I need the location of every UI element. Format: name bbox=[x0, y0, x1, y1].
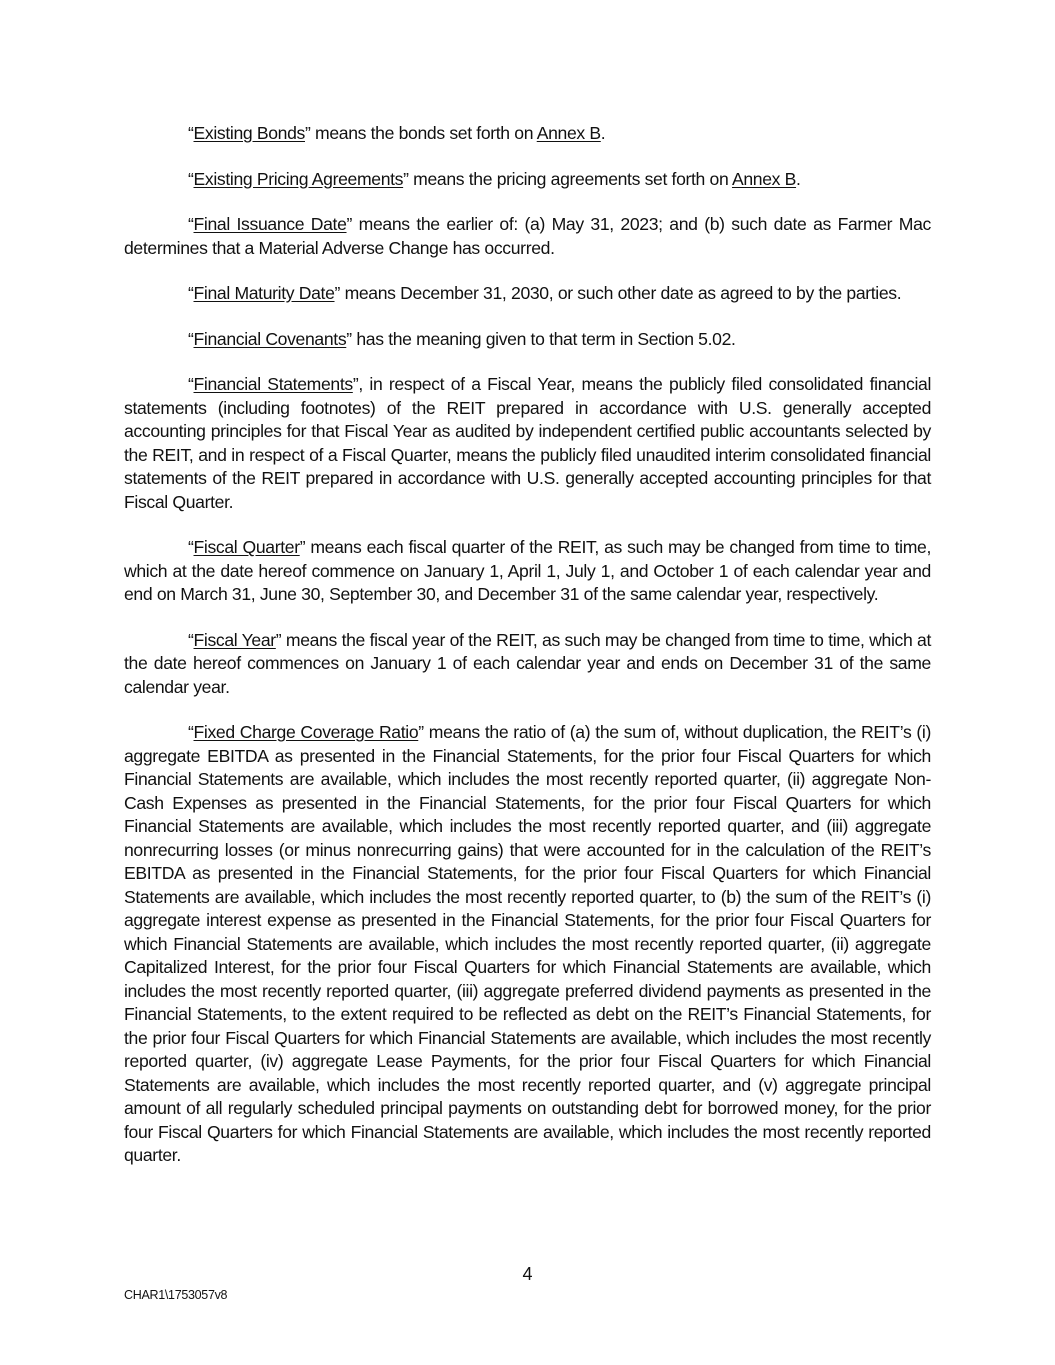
close-quote: ” bbox=[346, 214, 353, 234]
definition-existing-bonds bbox=[124, 122, 931, 146]
defined-term: Fiscal Year bbox=[193, 629, 276, 650]
open-quote: “ bbox=[188, 328, 194, 349]
definition-text: means the bonds set forth on bbox=[310, 123, 537, 143]
defined-term: Final Maturity Date bbox=[193, 283, 335, 303]
definition-financial-statements bbox=[124, 373, 931, 514]
close-quote: ” bbox=[299, 537, 306, 557]
definition-text: means each fiscal quarter of the REIT, as such may be changed from time to time, which at the date hereof commence on January 1, April 1, July 1, and October 1 of each calendar year and end on March 31, June 30, September 30, and December 31 of the same calendar year, respectively. bbox=[124, 537, 931, 604]
definition-existing-pricing-agreements bbox=[124, 168, 931, 192]
document-id: CHAR1\1753057v8 bbox=[124, 1288, 228, 1302]
definition-tail: . bbox=[796, 168, 801, 189]
open-quote: “ bbox=[188, 629, 194, 650]
definition-text: means the earlier of: (a) May 31, 2023; and (b) such date as Farmer Mac determines that a Material Adverse Change has occurred. bbox=[124, 214, 931, 258]
open-quote: “ bbox=[188, 283, 194, 303]
close-quote: ” bbox=[334, 283, 341, 303]
close-quote: ” bbox=[352, 374, 359, 394]
definition-final-issuance-date bbox=[124, 213, 931, 260]
close-quote: ” bbox=[305, 123, 311, 143]
definition-fiscal-year bbox=[124, 629, 931, 700]
open-quote: “ bbox=[188, 374, 194, 394]
definition-fiscal-quarter bbox=[124, 536, 931, 607]
defined-term: Financial Statements bbox=[193, 374, 353, 394]
open-quote: “ bbox=[188, 722, 194, 742]
definition-text: means the ratio of (a) the sum of, without duplication, the REIT’s (i) aggregate EBITDA as presented in the Financial Statements, for the prior four Fiscal Quarters for which Financial Statements are available, which includes the most recently reported quarter, (ii) aggregate Non-Cash Expenses as presented in the Financial Statements, for the prior four Fiscal Quarters for which Financial Statements are available, which includes the most recently reported quarter, and (iii) aggregate nonrecurring losses (or minus nonrecurring gains) that were accounted for in the calculation of the REIT’s EBITDA as presented in the Financial Statements, for the prior four Fiscal Quarters for which Financial Statements are available, which includes the most recently reported quarter, to (b) the sum of the REIT’s (i) aggregate interest expense as presented in the Financial Statements, for the prior four Fiscal Quarters for which Financial Statements are available, which includes the most recently reported quarter, (ii) aggregate Capitalized Interest, for the prior four Fiscal Quarters for which Financial Statements are available, which includes the most recently reported quarter, (iii) aggregate preferred dividend payments as presented in the Financial Statements, to the extent required to be reflected as debt on the REIT’s Financial Statements, for the prior four Fiscal Quarters for which Financial Statements are available, which includes the most recently reported quarter, (iv) aggregate Lease Payments, for the prior four Fiscal Quarters for which Financial Statements are available, which includes the most recently reported quarter, and (v) aggregate principal amount of all regularly scheduled principal payments on outstanding debt for borrowed money, for the prior four Fiscal Quarters for which Financial Statements are available, which includes the most recently reported quarter. bbox=[124, 722, 931, 1165]
definition-text: means the fiscal year of the REIT, as such may be changed from time to time, which at the date hereof commences on January 1 of each calendar year and ends on December 31 of the same calendar year. bbox=[124, 629, 931, 697]
open-quote: “ bbox=[188, 214, 194, 234]
open-quote: “ bbox=[188, 168, 194, 189]
defined-term: Fixed Charge Coverage Ratio bbox=[193, 722, 419, 742]
defined-term: Financial Covenants bbox=[193, 328, 347, 349]
defined-term: Fiscal Quarter bbox=[193, 537, 300, 557]
definition-final-maturity-date bbox=[124, 282, 931, 306]
open-quote: “ bbox=[188, 123, 194, 143]
page-number: 4 bbox=[522, 1264, 533, 1284]
document-body bbox=[124, 122, 931, 1190]
defined-term: Existing Bonds bbox=[193, 123, 305, 143]
close-quote: ” bbox=[418, 722, 424, 742]
close-quote: ” bbox=[403, 168, 409, 189]
definition-fixed-charge-coverage-ratio bbox=[124, 721, 931, 1168]
definition-tail: . bbox=[600, 123, 606, 143]
definition-text: means the pricing agreements set forth on bbox=[408, 168, 732, 189]
annex-reference: Annex B bbox=[731, 168, 797, 189]
annex-reference: Annex B bbox=[536, 123, 601, 143]
definition-financial-covenants bbox=[124, 328, 931, 352]
definition-text: , in respect of a Fiscal Year, means the publicly filed consolidated financial statements (including footnotes) of the REIT prepared in accordance with U.S. generally accepted accounting principles for that Fiscal Year as audited by independent certified public accountants selected by the REIT, and in respect of a Fiscal Quarter, means the publicly filed unaudited interim consolidated financial statements of the REIT prepared in accordance with U.S. generally accepted accounting principles for that Fiscal Quarter. bbox=[124, 374, 931, 512]
definition-text: has the meaning given to that term in Section 5.02. bbox=[351, 328, 736, 349]
close-quote: ” bbox=[275, 629, 282, 650]
definition-text: means December 31, 2030, or such other date as agreed to by the parties. bbox=[340, 283, 902, 303]
open-quote: “ bbox=[188, 537, 194, 557]
defined-term: Final Issuance Date bbox=[193, 214, 347, 234]
close-quote: ” bbox=[346, 328, 352, 349]
defined-term: Existing Pricing Agreements bbox=[193, 168, 404, 189]
